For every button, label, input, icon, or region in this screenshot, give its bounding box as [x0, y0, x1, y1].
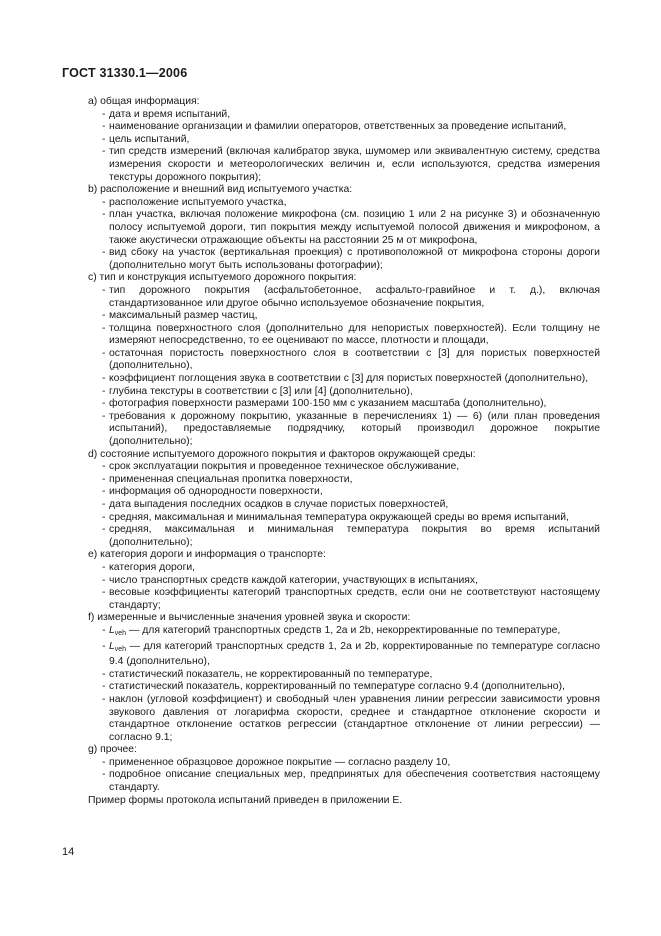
symbol-description: — для категорий транспортных средств 1, 2а и 2b, некорректированные по температуре,	[126, 624, 561, 636]
list-item	[88, 109, 600, 122]
list-dash: -	[102, 322, 106, 334]
list-dash: -	[102, 668, 106, 680]
list-item-text: требования к дорожному покрытию, указанные в перечислениях 1) — 6) (или план проведения испытаний), предоставляемые подрядчику, который производил дорожное покрытие (дополнительно);	[109, 410, 600, 448]
report-section	[88, 612, 600, 744]
list-item	[88, 247, 600, 272]
list-dash: -	[102, 681, 106, 693]
list-dash: -	[102, 347, 106, 359]
list-dash: -	[102, 398, 106, 410]
list-item	[88, 681, 600, 694]
list-item-text: примененная специальная пропитка поверхности,	[109, 473, 353, 485]
section-title: е) категория дороги и информация о транспорте:	[88, 549, 326, 561]
section-title: g) прочее:	[88, 744, 137, 756]
list-item	[88, 398, 600, 411]
list-item-text: остаточная пористость поверхностного слоя в соответствии с [3] для пористых поверхностей (дополнительно),	[109, 347, 600, 372]
symbol-subscript: veh	[114, 629, 127, 637]
list-item-text: подробное описание специальных мер, предпринятых для обеспечения соответствия настоящему стандарту.	[109, 769, 600, 794]
list-item-text: категория дороги,	[109, 561, 196, 573]
list-dash: -	[102, 196, 106, 208]
list-item-text: цель испытаний,	[109, 133, 190, 145]
list-item	[88, 348, 600, 373]
section-title: b) расположение и внешний вид испытуемого участка:	[88, 184, 353, 196]
closing-note: Пример формы протокола испытаний приведен в приложении Е.	[88, 794, 403, 806]
list-item-text: средняя, максимальная и минимальная температура покрытия во время испытаний (дополнительно);	[109, 524, 600, 548]
list-item	[88, 524, 600, 549]
list-item-text: наименование организации и фамилии операторов, ответственных за проведение испытаний,	[109, 121, 567, 133]
list-dash: -	[102, 524, 106, 536]
section-title: f) измеренные и вычисленные значения уровней звука и скорости:	[88, 612, 411, 624]
list-item	[88, 310, 600, 323]
list-item	[88, 323, 600, 348]
report-section	[88, 96, 600, 184]
report-section	[88, 184, 600, 272]
list-dash: -	[102, 461, 106, 473]
list-dash: -	[102, 310, 106, 322]
list-item-text: число транспортных средств каждой категории, участвующих в испытаниях,	[109, 574, 478, 586]
list-dash: -	[102, 121, 106, 133]
list-item-text: коэффициент поглощения звука в соответствии с [3] для пористых поверхностей (дополнительно),	[109, 373, 589, 385]
list-item	[88, 461, 600, 474]
section-title: d) состояние испытуемого дорожного покрытия и факторов окружающей среды:	[88, 448, 476, 460]
report-section	[88, 744, 600, 794]
list-item	[88, 499, 600, 512]
list-dash: -	[102, 561, 106, 573]
list-dash: -	[102, 209, 106, 221]
list-item	[88, 197, 600, 210]
list-item-text: глубина текстуры в соответствии с [3] или [4] (дополнительно),	[109, 385, 413, 397]
list-item-text: толщина поверхностного слоя (дополнительно для непористых поверхностей). Если толщину не измеряют непосредственно, то ее оценивают по массе, плотности и площади,	[109, 322, 600, 347]
list-dash: -	[102, 373, 106, 385]
list-dash: -	[102, 486, 106, 498]
list-item	[88, 373, 600, 386]
report-section	[88, 549, 600, 612]
list-dash: -	[102, 769, 106, 781]
list-dash: -	[102, 410, 106, 422]
list-item-text: статистический показатель, не корректированный по температуре,	[109, 668, 433, 680]
list-item-text: расположение испытуемого участка,	[109, 196, 287, 208]
report-section	[88, 272, 600, 448]
document-header: ГОСТ 31330.1—2006	[62, 66, 188, 80]
list-item	[88, 641, 600, 669]
section-title: с) тип и конструкция испытуемого дорожного покрытия:	[88, 272, 357, 284]
page-number: 14	[62, 846, 75, 858]
list-item	[88, 769, 600, 794]
list-item	[88, 121, 600, 134]
list-item-text: весовые коэффициенты категорий транспортных средств, если они не соответствуют настоящему стандарту;	[109, 587, 600, 611]
list-item	[88, 474, 600, 487]
list-dash: -	[102, 133, 106, 145]
list-dash: -	[102, 624, 106, 636]
list-dash: -	[102, 756, 106, 768]
symbol-description: — для категорий транспортных средств 1, 2а и 2b, корректированные по температуре согласно 9.4 (дополнительно),	[109, 640, 600, 668]
list-item	[88, 285, 600, 310]
list-item	[88, 669, 600, 682]
list-item	[88, 757, 600, 770]
list-item-text: тип средств измерений (включая калибратор звука, шумомер или эквивалентную систему, средства измерения скорости и метеорологических величин и, если используются, средства измерения текстуры дорожного покрытия);	[109, 146, 600, 183]
list-dash: -	[102, 108, 106, 120]
list-item	[88, 486, 600, 499]
list-dash: -	[102, 693, 106, 705]
list-dash: -	[102, 587, 106, 599]
list-dash: -	[102, 574, 106, 586]
section-title: а) общая информация:	[88, 96, 200, 107]
list-item-text: средняя, максимальная и минимальная температура окружающей среды во время испытаний,	[109, 511, 569, 523]
list-item	[88, 694, 600, 744]
list-item	[88, 386, 600, 399]
list-item	[88, 562, 600, 575]
list-item-text	[109, 641, 600, 669]
list-dash: -	[102, 247, 106, 259]
list-item	[88, 625, 600, 641]
list-item	[88, 575, 600, 588]
list-item-text: план участка, включая положение микрофона (см. позицию 1 или 2 на рисунке 3) и обозначенную полосу испытуемой дороги, тип покрытия между испытуемой полосой движения и микрофоном, а также акустически отражающие объекты на расстоянии 25 м от микрофона,	[109, 209, 600, 246]
report-section	[88, 449, 600, 550]
list-item-text	[109, 625, 600, 641]
list-item	[88, 209, 600, 247]
list-item-text: срок эксплуатации покрытия и проведенное техническое обслуживание,	[109, 461, 460, 473]
symbol-L: L	[109, 624, 115, 636]
list-item-text: наклон (угловой коэффициент) и свободный член уравнения линии регрессии зависимости уровня звукового давления от логарифма скорости, среднее и стандартное отклонение скорости и стандартное отклонение остатков регрессии (стандартное отклонение от линии регрессии) — согласно 9.1;	[109, 693, 600, 743]
list-item-text: максимальный размер частиц,	[109, 310, 258, 322]
list-item-text: информация об однородности поверхности,	[109, 486, 323, 498]
symbol-L: L	[109, 640, 115, 652]
list-item-text: примененное образцовое дорожное покрытие — согласно разделу 10,	[109, 756, 451, 768]
list-item	[88, 146, 600, 184]
list-dash: -	[102, 284, 106, 296]
list-item	[88, 411, 600, 449]
list-item	[88, 134, 600, 147]
list-item	[88, 512, 600, 525]
list-item-text: фотография поверхности размерами 100·150 мм с указанием масштаба (дополнительно),	[109, 398, 547, 410]
list-dash: -	[102, 146, 106, 158]
list-dash: -	[102, 640, 106, 652]
list-item-text: дата выпадения последних осадков в случае пористых поверхностей,	[109, 499, 449, 510]
list-dash: -	[102, 385, 106, 397]
list-item-text: вид сбоку на участок (вертикальная проекция) с противоположной от микрофона стороны дороги (дополнительно могут быть использованы фотографии);	[109, 247, 600, 271]
list-item-text: тип дорожного покрытия (асфальтобетонное, асфальто-гравийное и т. д.), включая стандартизованное или другое обычно используемое обозначение покрытия,	[109, 284, 600, 309]
list-dash: -	[102, 499, 106, 510]
symbol-subscript: veh	[114, 645, 127, 653]
list-dash: -	[102, 511, 106, 523]
list-dash: -	[102, 473, 106, 485]
list-item-text: статистический показатель, корректированный по температуре согласно 9.4 (дополнительно),	[109, 681, 565, 693]
document-body	[88, 96, 600, 807]
list-item	[88, 587, 600, 612]
list-item-text: дата и время испытаний,	[109, 108, 231, 120]
